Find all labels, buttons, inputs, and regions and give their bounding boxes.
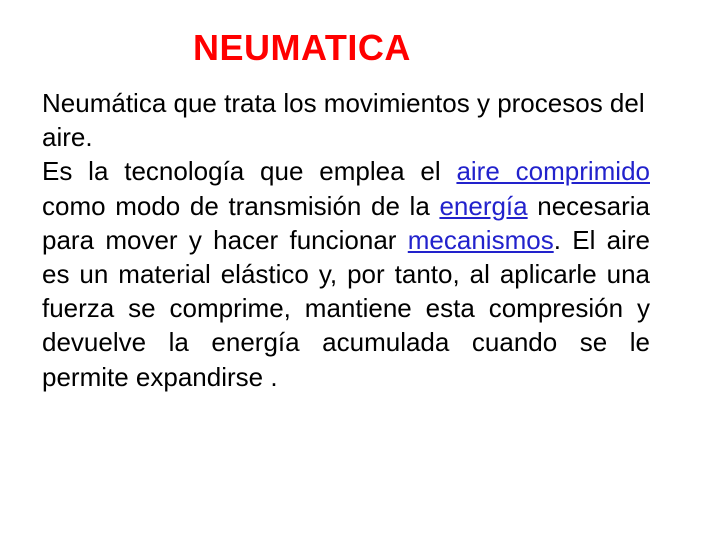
paragraph-text-1: Es la tecnología que emplea el <box>42 156 457 187</box>
link-energia[interactable]: energía <box>439 190 528 221</box>
slide-body <box>42 86 650 394</box>
link-mecanismos[interactable]: mecanismos <box>407 224 554 255</box>
link-aire-comprimido[interactable]: aire comprimido <box>456 156 650 187</box>
intro-text: Neumática que trata los movimientos y procesos del aire. <box>42 88 645 153</box>
slide-title: NEUMATICA <box>193 27 411 68</box>
paragraph-text-4: . El aire es un material elástico y, por tanto, al aplicarle una fuerza se comprime, mantiene esta compresión y devuelve la energía acumulada cuando se le permite expandirse . <box>42 224 650 392</box>
paragraph-text-3: necesaria para mover y hacer funcionar <box>42 190 650 255</box>
paragraph-text-2: como modo de transmisión de la <box>42 190 440 221</box>
definition-paragraph <box>42 154 650 393</box>
